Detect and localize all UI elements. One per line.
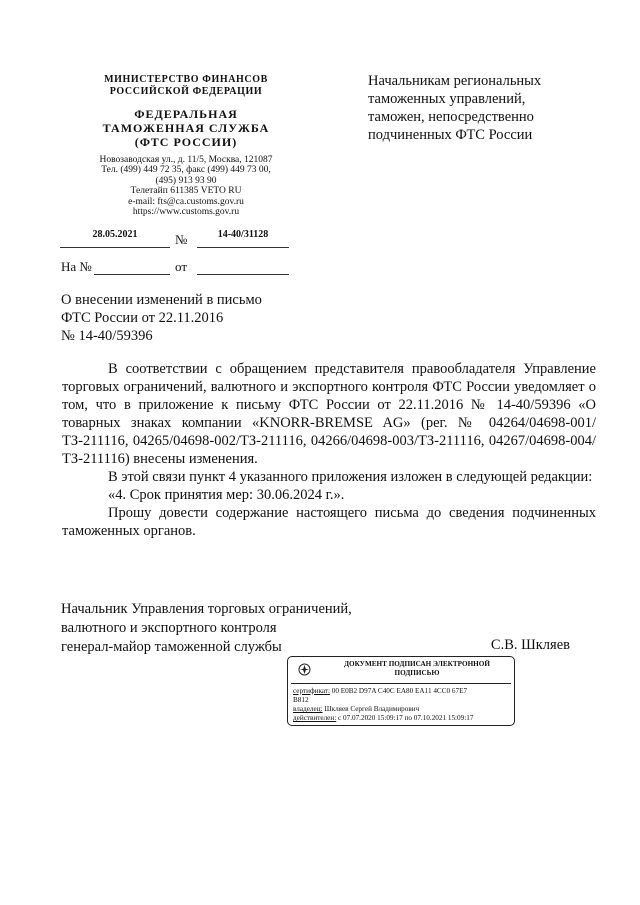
stamp-validity-row	[293, 713, 511, 723]
certificate-label: сертификат:	[293, 687, 330, 695]
owner-value: Шкляев Сергей Владимирович	[324, 705, 420, 713]
signer-title-line: валютного и экспортного контроля	[61, 620, 277, 636]
addressee-line: Начальникам региональных	[368, 73, 542, 89]
letter-body	[62, 360, 596, 540]
letter-subject	[61, 291, 321, 345]
ministry-name	[60, 74, 312, 98]
stamp-title-line: ДОКУМЕНТ ПОДПИСАН ЭЛЕКТРОННОЙ	[344, 660, 490, 668]
validity-value: с 07.07.2020 15:09:17 по 07.10.2021 15:09:17	[338, 714, 474, 722]
signer-title-line: генерал-майор таможенной службы	[61, 639, 282, 655]
emblem-icon	[298, 663, 311, 676]
stamp-title-line: ПОДПИСЬЮ	[394, 669, 440, 677]
certificate-value-2: B812	[293, 696, 309, 704]
signer-title	[61, 600, 391, 657]
number-sign: №	[175, 232, 188, 247]
addressee-line: таможен, непосредственно	[368, 109, 534, 125]
signer-title-line: Начальник Управления торговых ограничений,	[61, 601, 352, 617]
reference-number-underline	[94, 274, 170, 275]
addressee-line: таможенных управлений,	[368, 91, 526, 107]
phone-line-2: (495) 913 93 90	[155, 175, 217, 186]
stamp-title	[324, 660, 510, 678]
teletype-line: Телетайп 611385 VETO RU	[130, 186, 242, 197]
contact-block	[60, 155, 312, 217]
ministry-line: МИНИСТЕРСТВО ФИНАНСОВ	[104, 74, 268, 85]
body-paragraph: В соответствии с обращением представителя правообладателя Управление торговых ограничений, валютного и экспортного контроля ФТС России уведомляет о том, что в приложение к письму ФТС России от 22.11.2016 № 14-40/59396 «О товарных знаках компании «KNORR-BREMSE AG» (рег. № 04264/04698-001/ТЗ-211116, 04265/04698-002/ТЗ-211116, 04266/04698-003/ТЗ-211116, 04267/04698-004/ТЗ-211116) внесены изменения.	[62, 361, 596, 467]
body-paragraph: Прошу довести содержание настоящего письма до сведения подчиненных таможенных органов.	[62, 505, 596, 539]
addressee-line: подчиненных ФТС России	[368, 127, 533, 143]
subject-line: ФТС России от 22.11.2016	[61, 310, 224, 326]
signer-name: С.В. Шкляев	[490, 637, 570, 653]
owner-label: владелец:	[293, 705, 323, 713]
registration-date: 28.05.2021	[92, 229, 138, 240]
validity-label: действителен:	[293, 714, 337, 722]
body-quote: «4. Срок принятия мер: 30.06.2024 г.».	[108, 487, 345, 503]
certificate-value: 00 E0B2 D97A C40C EA80 EA11 4CC0 67E7	[331, 687, 468, 695]
service-name	[60, 107, 312, 149]
reference-date-label: от	[175, 259, 188, 274]
reference-date-underline	[197, 274, 289, 275]
email-line: e-mail: fts@ca.customs.gov.ru	[128, 196, 244, 207]
subject-line: О внесении изменений в письмо	[61, 292, 262, 308]
phone-line: Тел. (499) 449 72 35, факс (499) 449 73 00,	[101, 165, 271, 176]
registration-number: 14-40/31128	[217, 229, 269, 240]
service-line: (ФТС РОССИИ)	[134, 135, 238, 149]
stamp-divider	[291, 683, 511, 684]
subject-line: № 14-40/59396	[61, 328, 153, 344]
addressee-block	[368, 72, 618, 144]
address-line: Новозаводская ул., д. 11/5, Москва, 121087	[99, 155, 273, 165]
date-underline	[60, 247, 170, 248]
number-underline	[197, 247, 289, 248]
website-line: https://www.customs.gov.ru	[132, 207, 240, 218]
reference-number-label: На №	[61, 259, 92, 274]
ministry-line: РОССИЙСКОЙ ФЕДЕРАЦИИ	[109, 86, 263, 97]
body-paragraph: В этой связи пункт 4 указанного приложения изложен в следующей редакции:	[108, 469, 593, 485]
electronic-signature-stamp	[287, 656, 515, 726]
service-line: ТАМОЖЕННАЯ СЛУЖБА	[102, 121, 270, 135]
service-line: ФЕДЕРАЛЬНАЯ	[134, 107, 238, 121]
